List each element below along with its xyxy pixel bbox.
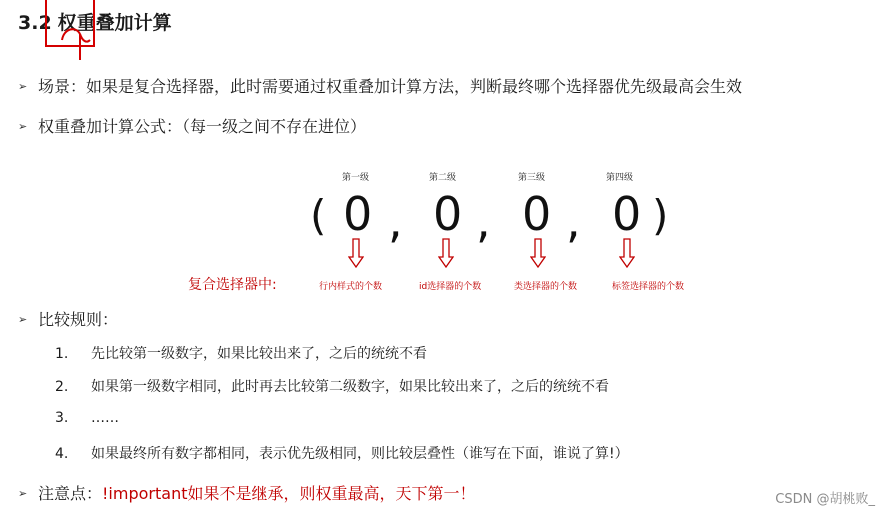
close-paren: ) bbox=[652, 191, 669, 240]
bullet-note-prefix: 注意点： bbox=[38, 484, 103, 503]
comma-3: , bbox=[566, 194, 581, 248]
digit-2: 0 bbox=[433, 187, 463, 241]
rule-number: 3. bbox=[55, 410, 69, 426]
rule-text: 先比较第一级数字，如果比较出来了，之后的统统不看 bbox=[91, 346, 427, 362]
comma-1: , bbox=[388, 194, 403, 248]
hollow-down-arrow-icon bbox=[619, 238, 635, 268]
bullet-formula-text: 权重叠加计算公式：（每一级之间不存在进位） bbox=[38, 117, 367, 136]
arrow-bullet-icon: ➢ bbox=[18, 313, 28, 326]
sublabel-tag-selector: 标签选择器的个数 bbox=[612, 282, 685, 292]
open-paren: ( bbox=[310, 191, 327, 240]
digit-1: 0 bbox=[343, 187, 373, 241]
rule-item bbox=[55, 443, 629, 463]
arrow-bullet-icon: ➢ bbox=[18, 487, 28, 500]
hollow-down-arrow-icon bbox=[530, 238, 546, 268]
sublabel-class-selector: 类选择器的个数 bbox=[514, 282, 578, 292]
section-number: 3.2 bbox=[18, 12, 52, 34]
rule-number: 2. bbox=[55, 379, 69, 395]
bullet-note bbox=[18, 481, 475, 504]
compound-selector-label: 复合选择器中: bbox=[188, 277, 277, 293]
level-label-1: 第一级 bbox=[342, 173, 370, 183]
hollow-down-arrow-icon bbox=[438, 238, 454, 268]
level-label-3: 第三级 bbox=[518, 173, 546, 183]
section-title: 权重叠加计算 bbox=[57, 12, 172, 34]
watermark: CSDN @胡桃败_ bbox=[775, 492, 875, 507]
level-label-2: 第二级 bbox=[429, 173, 457, 183]
bullet-scene bbox=[18, 74, 742, 97]
red-annotation-mark bbox=[42, 0, 142, 60]
rule-text: 如果最终所有数字都相同，表示优先级相同，则比较层叠性（谁写在下面，谁说了算!） bbox=[91, 446, 629, 462]
hollow-down-arrow-icon bbox=[348, 238, 364, 268]
sublabel-inline-style: 行内样式的个数 bbox=[319, 282, 383, 292]
rule-item bbox=[55, 410, 119, 426]
rule-number: 1. bbox=[55, 346, 69, 362]
bullet-scene-text: 场景：如果是复合选择器，此时需要通过权重叠加计算方法，判断最终哪个选择器优先级最高会生效 bbox=[38, 77, 743, 96]
rule-item bbox=[55, 376, 609, 396]
digit-3: 0 bbox=[522, 187, 552, 241]
digit-4: 0 bbox=[612, 187, 642, 241]
rule-item bbox=[55, 343, 427, 363]
bullet-compare bbox=[18, 307, 118, 330]
bullet-compare-text: 比较规则： bbox=[38, 310, 119, 329]
rule-text: 如果第一级数字相同，此时再去比较第二级数字，如果比较出来了，之后的统统不看 bbox=[91, 379, 609, 395]
comma-2: , bbox=[476, 194, 491, 248]
level-label-4: 第四级 bbox=[606, 173, 634, 183]
arrow-bullet-icon: ➢ bbox=[18, 80, 28, 93]
rule-number: 4. bbox=[55, 446, 69, 462]
rule-text: …… bbox=[91, 410, 119, 426]
sublabel-id-selector: id选择器的个数 bbox=[419, 282, 482, 292]
bullet-formula bbox=[18, 114, 366, 137]
bullet-note-important: !important如果不是继承，则权重最高，天下第一！ bbox=[102, 484, 476, 503]
arrow-bullet-icon: ➢ bbox=[18, 120, 28, 133]
